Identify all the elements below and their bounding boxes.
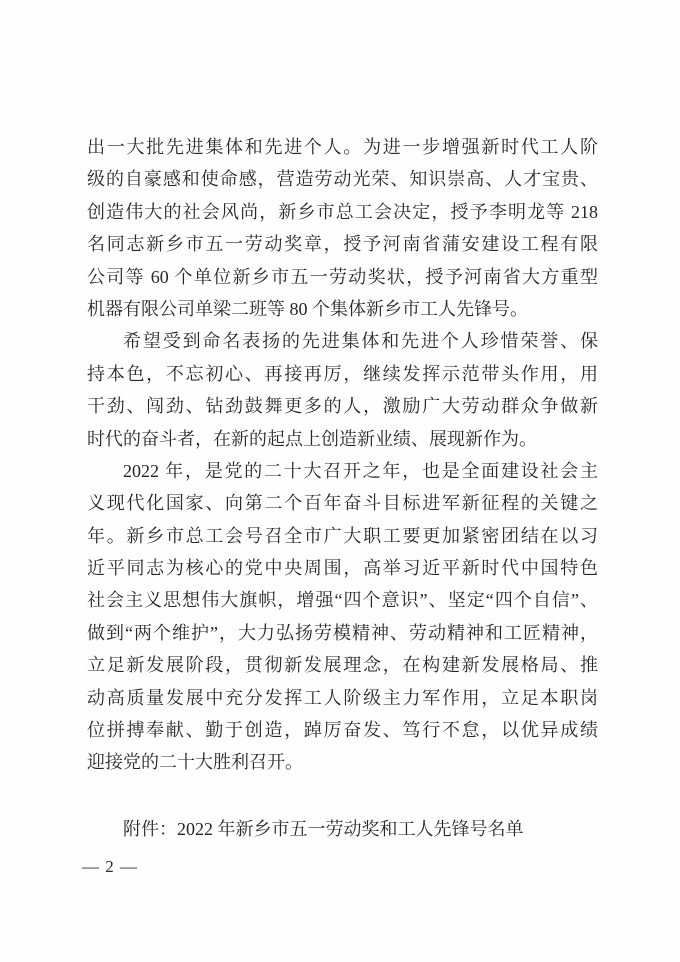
text-line: 名同志新乡市五一劳动奖章，授予河南省蒲安建设工程有限	[87, 234, 598, 255]
text-line: 社会主义思想伟大旗帜，增强“四个意识”、坚定“四个自信”、	[87, 590, 598, 611]
text-line: 年。新乡市总工会号召全市广大职工要更加紧密团结在以习	[87, 525, 598, 546]
text-line: 级的自豪感和使命感，营造劳动光荣、知识崇高、人才宝贵、	[87, 169, 598, 190]
text-line: 持本色，不忘初心、再接再厉，继续发挥示范带头作用，用	[87, 363, 598, 384]
attachment-line: 附件：2022 年新乡市五一劳动奖和工人先锋号名单	[123, 819, 524, 839]
document-body	[87, 131, 598, 779]
text-line: 立足新发展阶段，贯彻新发展理念，在构建新发展格局、推	[87, 655, 598, 676]
page-number: — 2 —	[82, 857, 138, 876]
text-line: 动高质量发展中充分发挥工人阶级主力军作用，立足本职岗	[87, 687, 598, 708]
text-line: 出一大批先进集体和先进个人。为进一步增强新时代工人阶	[87, 137, 598, 157]
text-line: 近平同志为核心的党中央周围，高举习近平新时代中国特色	[87, 558, 598, 579]
text-line: 公司等 60 个单位新乡市五一劳动奖状，授予河南省大方重型	[87, 266, 598, 287]
text-line: 干劲、闯劲、钻劲鼓舞更多的人，激励广大劳动群众争做新	[87, 396, 598, 417]
text-line: 机器有限公司单梁二班等 80 个集体新乡市工人先锋号。	[87, 298, 528, 319]
text-line: 2022 年，是党的二十大召开之年，也是全面建设社会主	[123, 460, 598, 481]
text-line: 迎接党的二十大胜利召开。	[87, 752, 303, 773]
text-line: 做到“两个维护”，大力弘扬劳模精神、劳动精神和工匠精神，	[87, 622, 598, 643]
text-line: 位拼搏奉献、勤于创造，踔厉奋发、笃行不怠，以优异成绩	[87, 720, 598, 741]
text-line: 创造伟大的社会风尚，新乡市总工会决定，授予李明龙等 218	[87, 201, 598, 222]
text-line: 义现代化国家、向第二个百年奋斗目标进军新征程的关键之	[87, 493, 598, 514]
text-line: 时代的奋斗者，在新的起点上创造新业绩、展现新作为。	[87, 428, 537, 449]
text-line: 希望受到命名表扬的先进集体和先进个人珍惜荣誉、保	[123, 331, 598, 352]
